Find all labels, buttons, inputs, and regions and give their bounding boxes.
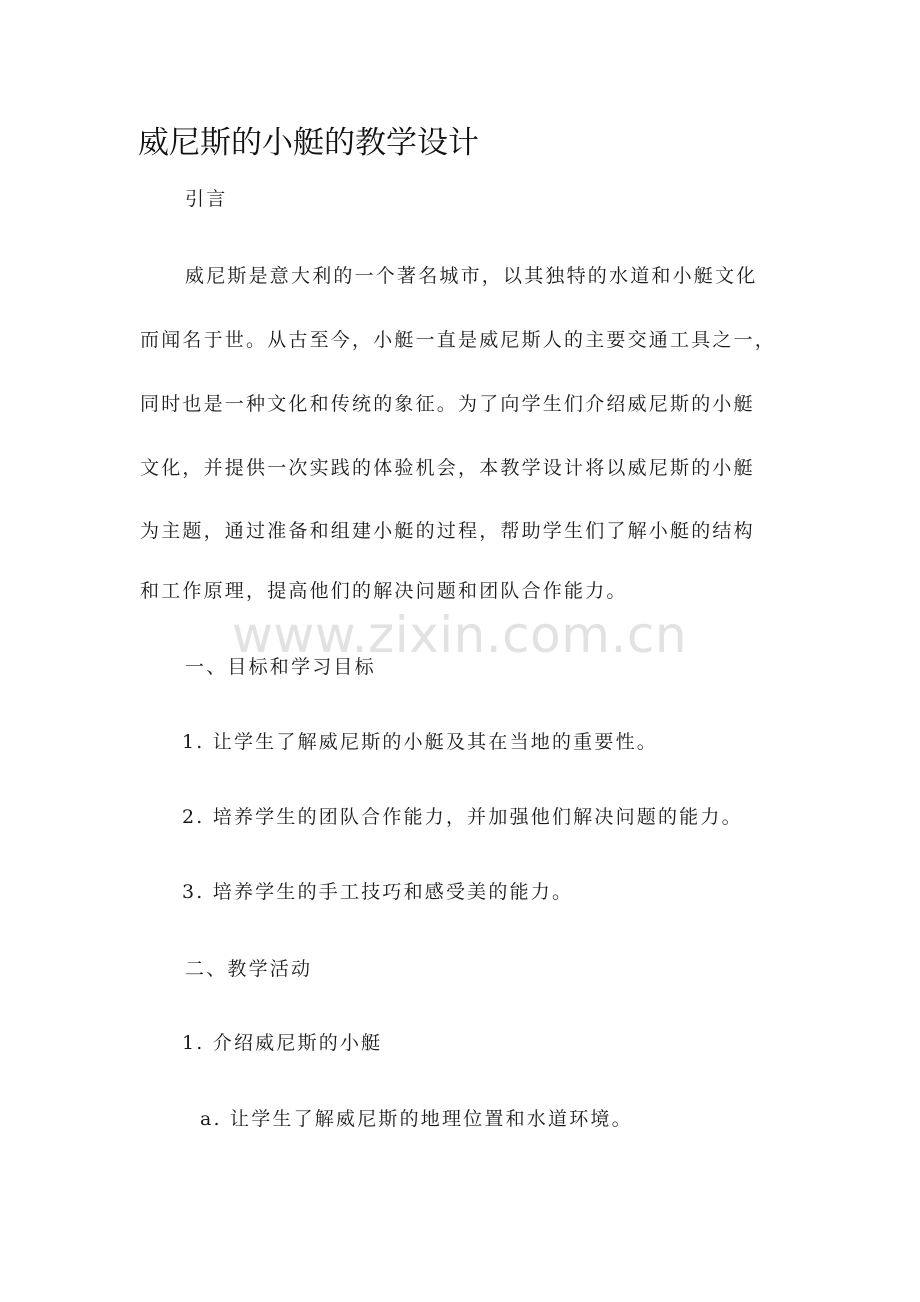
intro-heading: 引言 — [185, 188, 228, 210]
goal-item: 2. 培养学生的团队合作能力，并加强他们解决问题的能力。 — [182, 806, 743, 828]
watermark: www.zixin.com.cn — [232, 606, 688, 664]
activity-item: a. 让学生了解威尼斯的地理位置和水道环境。 — [200, 1108, 633, 1130]
goal-item: 3. 培养学生的手工技巧和感受美的能力。 — [182, 881, 574, 903]
intro-line: 威尼斯是意大利的一个著名城市，以其独特的水道和小艇文化 — [185, 265, 758, 287]
goal-item: 1. 让学生了解威尼斯的小艇及其在当地的重要性。 — [182, 731, 658, 753]
intro-line: 同时也是一种文化和传统的象征。为了向学生们介绍威尼斯的小艇 — [140, 393, 755, 415]
section-heading-activities: 二、教学活动 — [185, 958, 313, 980]
page-title: 威尼斯的小艇的教学设计 — [138, 125, 479, 161]
intro-line: 文化，并提供一次实践的体验机会，本教学设计将以威尼斯的小艇 — [140, 457, 755, 479]
intro-line: 而闻名于世。从古至今，小艇一直是威尼斯人的主要交通工具之一， — [140, 329, 777, 351]
activity-heading: 1. 介绍威尼斯的小艇 — [182, 1032, 383, 1054]
intro-line: 为主题，通过准备和组建小艇的过程，帮助学生们了解小艇的结构 — [140, 520, 755, 542]
section-heading-goals: 一、目标和学习目标 — [185, 656, 376, 678]
intro-line: 和工作原理，提高他们的解决问题和团队合作能力。 — [140, 580, 628, 602]
